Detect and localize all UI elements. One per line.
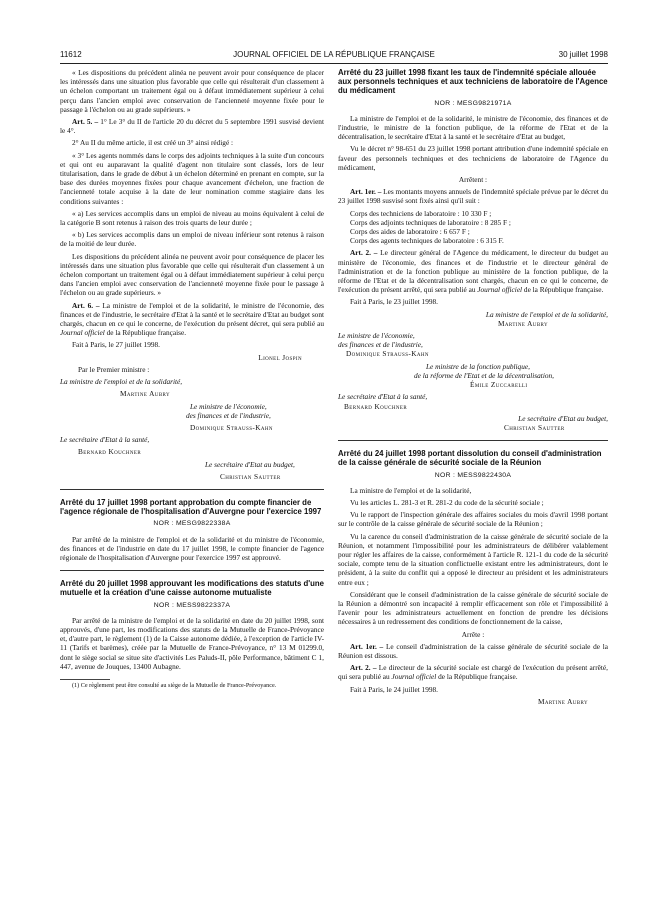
paragraph: Vu le décret n° 98-651 du 23 juillet 1998 portant attribution d'une indemnité spéciale en faveur des personnels techniques et des techniciens de laboratoire de l'Agence du médicament, [338,144,608,172]
list-item: Corps des aides de laboratoire : 6 657 F ; [350,227,470,237]
right-column [338,68,608,709]
signatory-name: Martine Aubry [120,389,171,399]
left-column [60,68,324,692]
journal-title: JOURNAL OFFICIEL DE LA RÉPUBLIQUE FRANÇAISE [233,50,435,59]
decree-title: Arrêté du 17 juillet 1998 portant approbation du compte financier de l'agence régionale de l'hospitalisation d'Auvergne pour l'exercice 1997 [60,497,322,517]
page-number: 11612 [60,50,82,59]
paragraph: Vu le rapport de l'inspection générale des affaires sociales du mois d'avril 1998 portant sur le contrôle de la caisse générale de sécurité sociale de la Réunion ; [338,510,608,529]
signature-line: La ministre de l'emploi et de la solidarité, [485,309,608,319]
signature-line: Le secrétaire d'Etat à la santé, [60,435,150,445]
signature-date: Fait à Paris, le 23 juillet 1998. [350,297,438,307]
paragraph: « 3° Les agents nommés dans le corps des adjoints techniques à la suite d'un concours et qui ont eu auparavant la qualité d'agent non titulaire sont classés, lors de leur titularisation, dans le grade de début à un échelon déterminé en prenant en compte, sur la base des durées moyennes fixées pour chaque avancement d'échelon, une fraction de l'ancienneté totale acquise à la date de leur nomination comme stagiaire dans les conditions suivantes : [60,150,324,206]
article-1: Art. 1er. – Les montants moyens annuels de l'indemnité spéciale prévue par le décret du 23 juillet 1998 susvisé sont fixés ainsi qu'il suit : [338,187,608,206]
signature-line: Le secrétaire d'Etat au budget, [518,413,608,423]
signature-line: Le secrétaire d'Etat à la santé, [338,392,428,402]
signature-line: Le ministre de l'économie, [338,331,415,341]
nor-reference: NOR : MESS9822337A [153,601,231,609]
decree-title: Arrêté du 20 juillet 1998 approuvant les modifications des statuts d'une mutuelle et la création d'une caisse autonome mutualiste [60,579,324,598]
article-5: Art. 5. – 1° Le 3° du II de l'article 20 du décret du 5 septembre 1991 susvisé devient le 4°. [60,117,324,136]
paragraph: La ministre de l'emploi et de la solidarité, [350,485,472,495]
paragraph: Par arrêté de la ministre de l'emploi et de la solidarité en date du 20 juillet 1998, sont approuvés, d'une part, les modifications des statuts de la Mutuelle de France-Prévoyance et, d'autre part, le règlement (1) de la Caisse autonome dédiée, à l'exception de l'article IV-11 (Tarifs et barèmes), créée par la Mutuelle de France-Prévoyance, n° 13 M 01299.0, dont le siège social se situe site d'activités Les Paluds-II, pôle Performance, bâtiment C 1, 447, avenue de Jouques, 13400 Aubagne. [60,615,324,671]
article-1: Art. 1er. – Le conseil d'administration de la caisse générale de sécurité sociale de la Réunion est dissous. [338,641,608,660]
paragraph: Les dispositions du précédent alinéa ne peuvent avoir pour conséquence de placer les intéressés dans une situation plus favorable que celle qui résulterait d'un classement à un échelon comportant un traitement égal ou à défaut immédiatement supérieur à celui perçu dans l'ancien emploi avec conservation de l'ancienneté moyenne fixée pour le passage à l'échelon ou au grade supérieurs. » [60,251,324,298]
arretent-heading: Arrêtent : [458,175,488,185]
list-item: Corps des techniciens de laboratoire : 10 330 F ; [350,208,492,218]
footnote: (1) Ce règlement peut être consulté au siège de la Mutuelle de France-Prévoyance. [72,681,277,689]
paragraph: 2° Au II du même article, il est créé un 3° ainsi rédigé : [72,138,234,148]
signature-date: Fait à Paris, le 27 juillet 1998. [72,340,160,350]
list-item: Corps des agents techniques de laboratoire : 6 315 F. [350,236,504,246]
signatory-name: Martine Aubry [498,318,549,328]
signatory-name: Lionel Jospin [258,352,302,362]
page-header [60,50,608,62]
paragraph: « Les dispositions du précédent alinéa ne peuvent avoir pour conséquence de placer les intéressés dans une situation plus favorable que celle qui résulterait d'un classement à un échelon comportant un traitement égal ou à défaut immédiatement supérieur à celui perçu dans l'ancien emploi avec conservation de l'ancienneté moyenne fixée pour le passage à l'échelon ou au grade supérieurs. » [60,68,324,114]
signature-date: Fait à Paris, le 24 juillet 1998. [350,684,438,694]
signatory-name: Bernard Kouchner [78,447,142,457]
article-2: Art. 2. – Le directeur général de l'Agence du médicament, le directeur du budget au ministère de l'économie, des finances et de l'industrie et le directeur général de l'administration et de la fonction publique au ministère de la fonction publique, de la réforme de l'Etat et de la décentralisation sont chargés, chacun en ce qui le concerne, de l'exécution du présent arrêté, qui sera publié au Journal officiel de la République française. [338,248,608,295]
signatory-name: Christian Sautter [220,471,281,481]
signature-line: Par le Premier ministre : [78,364,150,374]
article-6: Art. 6. – La ministre de l'emploi et de la solidarité, le ministre de l'économie, des finances et de l'industrie, le secrétaire d'Etat à la santé et le secrétaire d'Etat au budget sont chargés, chacun en ce qui le concerne, de l'exécution du présent décret, qui sera publié au Journal officiel de la République française. [60,300,324,338]
paragraph: Vu la carence du conseil d'administration de la caisse générale de sécurité sociale de la Réunion, et notamment l'impossibilité pour les administrateurs de délibérer valablement pour régler les affaires de la caisse, conformément à l'article R. 121-1 du code de la sécurité sociale, compte tenu de la situation conflictuelle existant entre les administrateurs, dont le président, à la suite du conflit qui a opposé le directeur au président et les administrateurs entre eux ; [338,531,608,587]
paragraph: « b) Les services accomplis dans un emploi de niveau inférieur sont retenus à raison de la moitié de leur durée. [60,230,324,249]
section-separator [60,489,324,490]
signature-line: Le ministre de l'économie, [190,401,267,411]
signature-line: des finances et de l'industrie, [338,340,423,350]
section-separator [338,440,608,441]
signature-line: des finances et de l'industrie, [186,410,271,420]
signature-line: Le ministre de la fonction publique, [426,361,530,371]
nor-reference: NOR : MESS9822430A [434,471,512,479]
signatory-name: Christian Sautter [504,422,565,432]
paragraph: La ministre de l'emploi et de la solidarité, le ministre de l'économie, des finances et de l'industrie, le ministre de la fonction publique, de la réforme de l'Etat et de la décentralisation, le secrétaire d'Etat à la santé et le secrétaire d'Etat au budget, [338,113,608,142]
signature-line: Le secrétaire d'Etat au budget, [205,459,295,469]
issue-date: 30 juillet 1998 [558,50,608,59]
paragraph: Considérant que le conseil d'administration de la caisse générale de sécurité sociale de la Réunion a démontré son incapacité à remplir efficacement son rôle et l'impossibilité à l'avenir pour les administrateurs actuellement en fonction de prendre les décisions nécessaires à un redressement des conditions de fonctionnement de la caisse, [338,589,608,627]
signature-line: de la réforme de l'Etat et de la décentralisation, [414,370,554,380]
nor-reference: NOR : MESG9821971A [434,99,512,107]
signature-line: La ministre de l'emploi et de la solidarité, [60,377,183,387]
signatory-name: Bernard Kouchner [344,401,408,411]
signatory-name: Martine Aubry [537,696,588,706]
nor-reference: NOR : MESG9822338A [153,520,231,528]
signatory-name: Émile Zuccarelli [470,380,528,390]
list-item: Corps des adjoints techniques de laboratoire : 8 285 F ; [350,217,511,227]
paragraph: Vu les articles L. 281-3 et R. 281-2 du code de la sécurité sociale ; [350,497,544,507]
decree-title: Arrêté du 24 juillet 1998 portant dissolution du conseil d'administration de la caisse générale de sécurité sociale de la Réunion [338,449,602,468]
footnote-rule [60,679,110,680]
signatory-name: Dominique Strauss-Kahn [346,349,429,359]
header-rule [60,63,608,64]
paragraph: « a) Les services accomplis dans un emploi de niveau au moins équivalent à celui de la catégorie B sont retenus à raison des trois quarts de leur durée ; [60,208,324,228]
signatory-name: Dominique Strauss-Kahn [190,422,273,432]
decree-title: Arrêté du 23 juillet 1998 fixant les taux de l'indemnité spéciale allouée aux personnels techniques et aux techniciens de laboratoire de l'Agence du médicament [338,68,608,96]
article-2: Art. 2. – Le directeur de la sécurité sociale est chargé de l'exécution du présent arrêté, qui sera publié au Journal officiel de la République française. [338,663,608,682]
article-label: Art. 5. – [72,117,99,127]
arrete-heading: Arrête : [461,629,485,639]
section-separator [60,570,324,571]
paragraph: Par arrêté de la ministre de l'emploi et de la solidarité et du ministre de l'économie, des finances et de l'industrie en date du 17 juillet 1998, le compte financier de l'agence régionale de l'hospitalisation d'Auvergne pour l'exercice 1997 est approuvé. [60,534,324,562]
